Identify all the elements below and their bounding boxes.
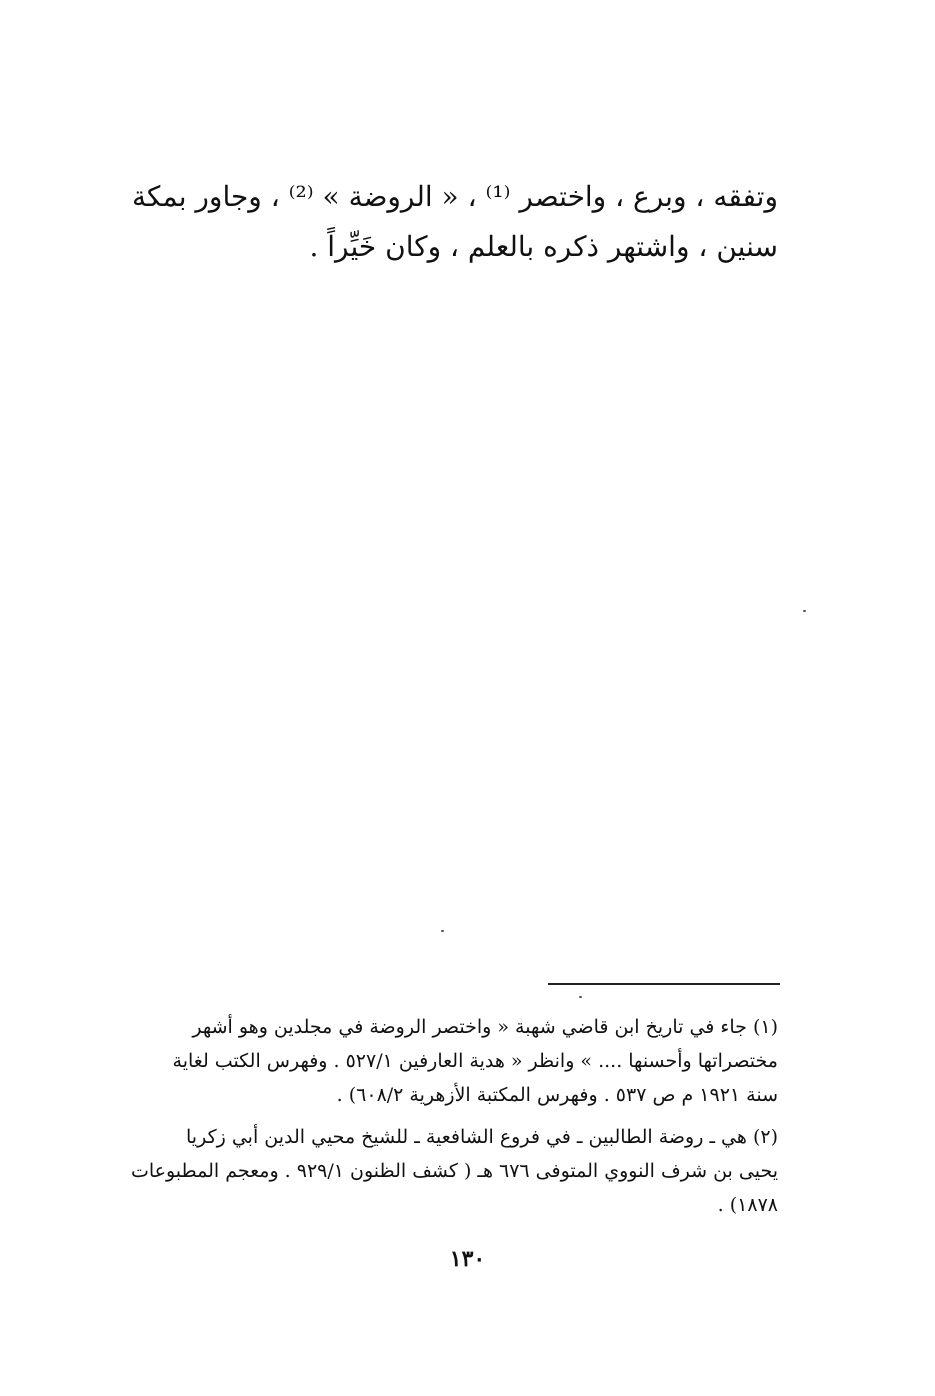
footnotes — [105, 1010, 778, 1222]
main-paragraph — [105, 172, 778, 272]
footnote-1 — [105, 1010, 778, 1112]
scan-speck — [441, 930, 444, 932]
scan-speck — [579, 996, 582, 998]
footnote-divider — [548, 983, 780, 985]
page-number: ١٣٠ — [449, 1246, 486, 1272]
footnote-2-line-1: (٢) هي ـ روضة الطالبين ـ في فروع الشافعية ـ للشيخ محيي الدين أبي زكريا — [186, 1126, 778, 1148]
footnote-2-line-2: يحيى بن شرف النووي المتوفى ٦٧٦ هـ ( كشف الظنون ٩٢٩/١ . ومعجم المطبوعات — [130, 1160, 778, 1182]
footnote-1-line-1: (١) جاء في تاريخ ابن قاضي شهبة « واختصر الروضة في مجلدين وهو أشهر — [192, 1016, 778, 1038]
footnote-2 — [105, 1120, 778, 1222]
footnote-1-line-2: مختصراتها وأحسنها .... » وانظر « هدية العارفين ٥٢٧/١ . وفهرس الكتب لغاية — [172, 1050, 778, 1072]
footnote-2-line-3: ١٨٧٨) . — [717, 1194, 778, 1216]
paragraph-line-2: سنين ، واشتهر ذكره بالعلم ، وكان خَيِّراً . — [309, 230, 778, 263]
scan-speck — [803, 610, 806, 612]
paragraph-line-1: وتفقه ، وبرع ، واختصر ⁽¹⁾ ، « الروضة » ⁽²⁾ ، وجاور بمكة — [132, 180, 778, 213]
footnote-1-line-3: سنة ١٩٢١ م ص ٥٣٧ . وفهرس المكتبة الأزهرية ٦٠٨/٢) . — [336, 1084, 778, 1106]
